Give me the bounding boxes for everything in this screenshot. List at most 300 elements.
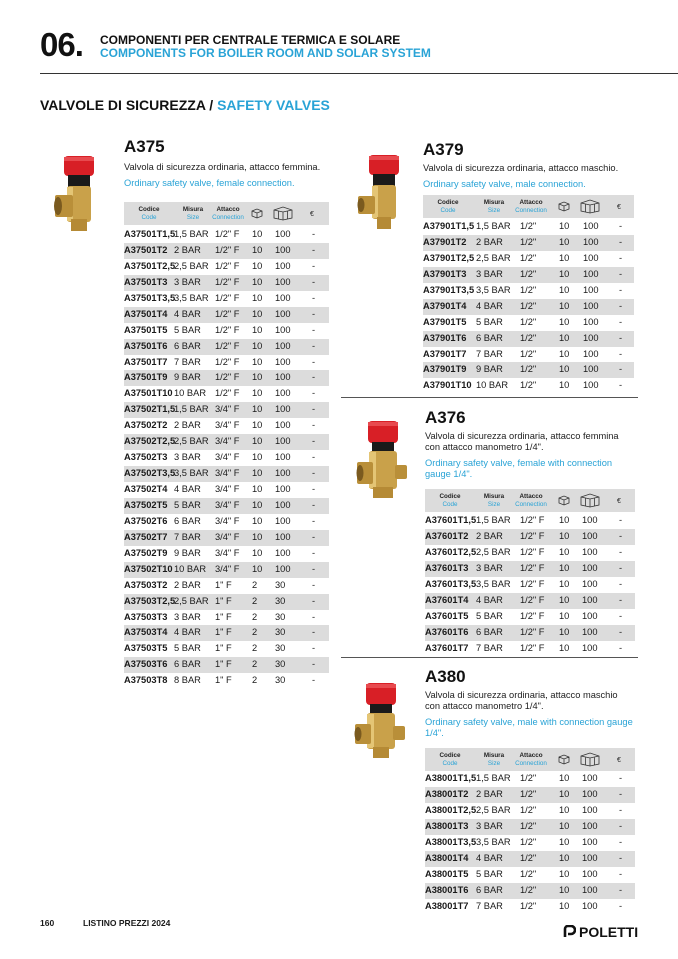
row-pack-qty: 10 <box>559 642 570 653</box>
row-code: A37901T10 <box>423 380 472 391</box>
row-size: 7 BAR <box>476 642 503 653</box>
row-code: A37601T7 <box>425 642 469 653</box>
row-box-qty: 100 <box>582 610 598 621</box>
row-connection: 1/2" F <box>520 515 545 525</box>
col-size: Misura Size <box>483 752 505 767</box>
row-connection: 1/2" <box>520 316 537 327</box>
row-pack-qty: 2 <box>252 643 258 654</box>
table-row <box>425 545 635 561</box>
row-price: - <box>619 348 623 359</box>
table-row <box>124 641 329 657</box>
table-row <box>124 275 329 291</box>
row-box-qty: 100 <box>275 404 291 415</box>
row-price: - <box>619 804 623 815</box>
row-code: A37601T1,5 <box>425 515 477 525</box>
row-price: - <box>312 595 316 606</box>
row-size: 5 BAR <box>174 324 201 335</box>
row-code: A38001T2 <box>425 788 469 799</box>
table-header <box>124 202 329 225</box>
table-body <box>124 227 329 689</box>
section-title-it: VALVOLE DI SICUREZZA / <box>40 97 214 113</box>
header-title-it: COMPONENTI PER CENTRALE TERMICA E SOLARE <box>100 33 401 47</box>
row-pack-qty: 10 <box>252 388 263 399</box>
table-row <box>423 362 634 378</box>
row-size: 2 BAR <box>174 420 201 431</box>
row-size: 2 BAR <box>476 530 503 541</box>
row-code: A37501T7 <box>124 356 168 367</box>
row-connection: 1/2" <box>520 236 537 247</box>
row-price: - <box>312 515 316 526</box>
package-icon <box>558 754 570 765</box>
row-code: A38001T7 <box>425 900 469 911</box>
row-price: - <box>312 531 316 542</box>
row-pack-qty: 10 <box>252 340 263 351</box>
row-code: A37601T2,5 <box>425 546 477 557</box>
row-connection: 3/4" F <box>215 436 240 447</box>
row-size: 3,5 BAR <box>174 468 209 479</box>
row-connection: 1/2" F <box>215 372 240 383</box>
row-box-qty: 100 <box>582 804 598 815</box>
row-box-qty: 100 <box>582 594 598 605</box>
row-code: A37901T5 <box>423 316 467 327</box>
table-row <box>425 851 635 867</box>
row-price: - <box>619 626 623 637</box>
row-box-qty: 100 <box>582 868 598 879</box>
row-price: - <box>312 388 316 399</box>
row-connection: 1/2" F <box>215 388 240 399</box>
divider <box>341 657 638 658</box>
row-pack-qty: 2 <box>252 611 258 622</box>
row-code: A37503T6 <box>124 659 168 670</box>
table-row <box>425 803 635 819</box>
row-connection: 3/4" F <box>215 531 240 542</box>
row-size: 2 BAR <box>476 236 503 247</box>
row-pack-qty: 10 <box>559 530 570 541</box>
row-code: A37502T4 <box>124 484 168 494</box>
table-body <box>425 771 635 914</box>
row-pack-qty: 10 <box>559 236 570 247</box>
row-code: A37501T1,5 <box>124 229 176 239</box>
row-price: - <box>619 252 623 263</box>
row-box-qty: 30 <box>275 675 286 686</box>
row-connection: 1/2" <box>520 284 537 295</box>
row-pack-qty: 2 <box>252 595 258 606</box>
col-code: Codice Code <box>437 199 459 214</box>
row-pack-qty: 10 <box>559 852 570 863</box>
row-price: - <box>312 468 316 479</box>
table-row <box>423 235 634 251</box>
row-pack-qty: 10 <box>252 276 263 287</box>
row-code: A38001T5 <box>425 868 469 879</box>
row-price: - <box>312 675 316 686</box>
row-price: - <box>312 308 316 319</box>
row-pack-qty: 10 <box>252 547 263 558</box>
row-code: A37503T4 <box>124 627 168 638</box>
row-size: 9 BAR <box>174 547 201 558</box>
row-pack-qty: 10 <box>252 308 263 319</box>
row-code: A37601T3 <box>425 562 469 573</box>
row-size: 10 BAR <box>476 380 509 391</box>
row-pack-qty: 10 <box>559 836 570 847</box>
row-code: A37501T3 <box>124 276 168 287</box>
brand-logo-icon <box>562 925 576 939</box>
row-size: 2 BAR <box>476 788 503 799</box>
row-code: A37901T7 <box>423 348 467 359</box>
row-connection: 1/2" <box>520 852 537 863</box>
row-code: A37502T2 <box>124 420 168 431</box>
row-box-qty: 100 <box>583 332 599 343</box>
row-price: - <box>619 316 623 327</box>
row-connection: 1/2" <box>520 836 537 847</box>
row-size: 2,5 BAR <box>476 252 511 263</box>
row-pack-qty: 10 <box>252 563 263 574</box>
row-connection: 1/2" F <box>215 324 240 335</box>
row-size: 3 BAR <box>476 562 503 573</box>
table-row <box>124 562 329 578</box>
row-code: A37502T1,5 <box>124 404 176 415</box>
row-code: A38001T6 <box>425 884 469 895</box>
table-row <box>423 331 634 347</box>
row-size: 3 BAR <box>174 452 201 463</box>
row-size: 7 BAR <box>476 348 503 359</box>
row-connection: 1/2" F <box>215 276 240 287</box>
row-connection: 1/2" F <box>520 626 545 637</box>
product-code: A379 <box>423 140 464 159</box>
row-price: - <box>619 300 623 311</box>
row-size: 7 BAR <box>174 356 201 367</box>
row-connection: 1/2" <box>520 788 537 799</box>
col-price: € <box>617 204 621 211</box>
row-price: - <box>312 627 316 638</box>
row-size: 5 BAR <box>476 610 503 621</box>
row-connection: 1/2" <box>520 348 537 359</box>
section-title <box>40 97 330 113</box>
row-code: A38001T3 <box>425 820 469 831</box>
row-size: 6 BAR <box>476 884 503 895</box>
table-row <box>124 386 329 402</box>
row-size: 6 BAR <box>476 626 503 637</box>
row-code: A37503T2 <box>124 579 168 590</box>
table-row <box>124 578 329 594</box>
package-icon <box>558 495 570 506</box>
row-pack-qty: 10 <box>252 420 263 431</box>
table-row <box>423 251 634 267</box>
row-size: 3 BAR <box>476 820 503 831</box>
row-size: 6 BAR <box>174 659 201 670</box>
row-box-qty: 100 <box>275 292 291 303</box>
table-row <box>425 899 635 915</box>
row-size: 3 BAR <box>174 611 201 622</box>
row-price: - <box>619 546 623 557</box>
row-box-qty: 100 <box>275 340 291 351</box>
row-size: 4 BAR <box>174 627 201 638</box>
table-header <box>425 748 635 771</box>
row-pack-qty: 10 <box>252 452 263 463</box>
row-price: - <box>312 260 316 271</box>
row-price: - <box>619 578 623 589</box>
row-price: - <box>312 292 316 303</box>
col-code: Codice Code <box>439 493 461 508</box>
row-size: 10 BAR <box>174 388 207 399</box>
table-row <box>425 867 635 883</box>
row-box-qty: 100 <box>582 900 598 911</box>
row-code: A37501T2,5 <box>124 260 176 271</box>
table-row <box>124 259 329 275</box>
row-box-qty: 100 <box>275 547 291 558</box>
row-code: A37503T3 <box>124 611 168 622</box>
row-price: - <box>619 332 623 343</box>
row-code: A38001T4 <box>425 852 469 863</box>
row-box-qty: 100 <box>275 420 291 431</box>
row-connection: 1/2" F <box>520 546 545 557</box>
row-box-qty: 100 <box>275 229 291 239</box>
row-pack-qty: 10 <box>252 244 263 255</box>
row-pack-qty: 10 <box>559 788 570 799</box>
row-pack-qty: 10 <box>252 404 263 415</box>
row-pack-qty: 10 <box>559 578 570 589</box>
description-it: Valvola di sicurezza ordinaria, attacco femmina. <box>124 162 321 172</box>
row-pack-qty: 10 <box>252 436 263 447</box>
table-body <box>423 219 634 394</box>
table-row <box>425 593 635 609</box>
row-size: 8 BAR <box>174 675 201 686</box>
row-size: 1,5 BAR <box>476 773 511 783</box>
row-connection: 3/4" F <box>215 404 240 415</box>
row-price: - <box>312 643 316 654</box>
row-price: - <box>619 562 623 573</box>
row-connection: 1" F <box>215 659 232 670</box>
row-price: - <box>619 221 623 231</box>
product-code: A380 <box>425 667 466 686</box>
table-row <box>124 450 329 466</box>
row-size: 4 BAR <box>476 594 503 605</box>
table-row <box>124 355 329 371</box>
table-row <box>124 466 329 482</box>
row-box-qty: 30 <box>275 627 286 638</box>
description-en: Ordinary safety valve, male connection. <box>423 179 586 189</box>
row-box-qty: 100 <box>275 276 291 287</box>
row-size: 2 BAR <box>174 579 201 590</box>
row-price: - <box>619 773 623 783</box>
table-row <box>124 625 329 641</box>
row-code: A37601T4 <box>425 594 469 605</box>
row-box-qty: 100 <box>582 884 598 895</box>
description-it: Valvola di sicurezza ordinaria, attacco maschio. <box>423 163 619 173</box>
row-connection: 1/2" <box>520 820 537 831</box>
table-row <box>124 323 329 339</box>
table-row <box>425 577 635 593</box>
row-connection: 3/4" F <box>215 420 240 431</box>
row-size: 4 BAR <box>476 300 503 311</box>
row-size: 6 BAR <box>174 340 201 351</box>
row-price: - <box>312 324 316 335</box>
table-row <box>425 641 635 657</box>
row-connection: 1/2" <box>520 268 537 279</box>
col-connection: Attacco Connection <box>515 493 547 508</box>
row-price: - <box>312 404 316 415</box>
product-code: A375 <box>124 137 165 156</box>
row-box-qty: 100 <box>582 836 598 847</box>
row-pack-qty: 10 <box>252 515 263 526</box>
box-icon <box>580 199 600 214</box>
description-en: Ordinary safety valve, female connection. <box>124 178 295 188</box>
row-box-qty: 100 <box>582 852 598 863</box>
row-size: 2,5 BAR <box>476 546 511 557</box>
row-size: 5 BAR <box>174 499 201 510</box>
description-it: Valvola di sicurezza ordinaria, attacco femmina con attacco manometro 1/4". <box>425 431 619 452</box>
row-code: A37503T5 <box>124 643 168 654</box>
row-box-qty: 30 <box>275 643 286 654</box>
row-size: 10 BAR <box>174 563 207 574</box>
row-connection: 1/2" <box>520 252 537 263</box>
row-pack-qty: 10 <box>559 610 570 621</box>
row-code: A37501T5 <box>124 324 168 335</box>
row-pack-qty: 10 <box>252 531 263 542</box>
table-row <box>425 819 635 835</box>
row-connection: 1/2" F <box>520 594 545 605</box>
row-code: A37501T3,5 <box>124 292 176 303</box>
row-connection: 1/2" F <box>215 308 240 319</box>
row-pack-qty: 10 <box>559 332 570 343</box>
table-row <box>425 561 635 577</box>
row-price: - <box>312 436 316 447</box>
table-row <box>124 418 329 434</box>
row-price: - <box>312 372 316 383</box>
row-connection: 1/2" F <box>215 260 240 271</box>
row-connection: 1" F <box>215 643 232 654</box>
row-pack-qty: 10 <box>559 316 570 327</box>
row-size: 3,5 BAR <box>174 292 209 303</box>
row-pack-qty: 10 <box>559 562 570 573</box>
row-price: - <box>619 594 623 605</box>
box-icon <box>273 206 293 221</box>
col-price: € <box>617 757 621 764</box>
row-pack-qty: 10 <box>559 348 570 359</box>
row-box-qty: 100 <box>582 546 598 557</box>
row-code: A37501T4 <box>124 308 168 319</box>
brand-name: POLETTI <box>579 924 639 940</box>
row-pack-qty: 10 <box>559 300 570 311</box>
table-row <box>423 378 634 394</box>
row-size: 2,5 BAR <box>174 595 209 606</box>
row-size: 6 BAR <box>174 515 201 526</box>
row-pack-qty: 10 <box>559 380 570 391</box>
row-connection: 1/2" F <box>215 229 240 239</box>
row-pack-qty: 10 <box>559 820 570 831</box>
row-pack-qty: 10 <box>559 804 570 815</box>
row-connection: 1/2" F <box>215 340 240 351</box>
row-code: A37501T6 <box>124 340 168 351</box>
table-row <box>425 529 635 545</box>
row-price: - <box>312 611 316 622</box>
row-price: - <box>619 868 623 879</box>
row-connection: 3/4" F <box>215 452 240 463</box>
row-connection: 3/4" F <box>215 563 240 574</box>
row-box-qty: 100 <box>583 316 599 327</box>
row-pack-qty: 10 <box>559 900 570 911</box>
row-connection: 1/2" F <box>215 244 240 255</box>
row-price: - <box>312 340 316 351</box>
col-size: Misura Size <box>182 206 204 221</box>
table-row <box>124 514 329 530</box>
row-code: A37601T6 <box>425 626 469 637</box>
row-code: A37502T2,5 <box>124 436 176 447</box>
row-box-qty: 100 <box>582 578 598 589</box>
table-row <box>425 787 635 803</box>
table-row <box>124 434 329 450</box>
table-row <box>423 347 634 363</box>
valve-male-gauge-image <box>352 680 408 760</box>
row-code: A37901T3 <box>423 268 467 279</box>
table-row <box>425 835 635 851</box>
col-code: Codice Code <box>439 752 461 767</box>
row-box-qty: 100 <box>582 530 598 541</box>
row-price: - <box>312 452 316 463</box>
row-code: A37502T5 <box>124 499 168 510</box>
row-size: 3 BAR <box>174 276 201 287</box>
table-row <box>124 402 329 418</box>
row-box-qty: 30 <box>275 611 286 622</box>
row-connection: 1/2" F <box>520 642 545 653</box>
valve-female-image <box>52 153 107 235</box>
row-connection: 1/2" <box>520 868 537 879</box>
row-code: A37501T9 <box>124 372 168 383</box>
table-row <box>423 219 634 235</box>
row-pack-qty: 10 <box>252 292 263 303</box>
table-row <box>124 594 329 610</box>
row-code: A37502T10 <box>124 563 173 574</box>
row-price: - <box>619 820 623 831</box>
row-size: 1,5 BAR <box>476 221 511 231</box>
row-box-qty: 30 <box>275 659 286 670</box>
valve-female-gauge-image <box>354 418 410 500</box>
table-row <box>124 339 329 355</box>
row-connection: 1/2" F <box>215 292 240 303</box>
row-price: - <box>312 659 316 670</box>
row-box-qty: 100 <box>583 252 599 263</box>
row-box-qty: 100 <box>583 348 599 359</box>
row-size: 3,5 BAR <box>476 836 511 847</box>
row-code: A37501T2 <box>124 244 168 255</box>
row-box-qty: 100 <box>583 221 599 231</box>
row-box-qty: 100 <box>583 268 599 279</box>
row-box-qty: 100 <box>582 642 598 653</box>
row-size: 3 BAR <box>476 268 503 279</box>
row-size: 2 BAR <box>174 244 201 255</box>
row-connection: 3/4" F <box>215 515 240 526</box>
row-connection: 3/4" F <box>215 547 240 558</box>
row-size: 5 BAR <box>174 643 201 654</box>
table-row <box>425 609 635 625</box>
row-connection: 1/2" F <box>520 530 545 541</box>
row-code: A37601T3,5 <box>425 578 477 589</box>
row-box-qty: 100 <box>582 626 598 637</box>
row-box-qty: 100 <box>582 562 598 573</box>
col-connection: Attacco Connection <box>515 199 547 214</box>
table-row <box>124 498 329 514</box>
row-code: A37601T2 <box>425 530 469 541</box>
table-row <box>124 243 329 259</box>
table-row <box>425 513 635 529</box>
row-price: - <box>312 484 316 494</box>
row-pack-qty: 10 <box>559 364 570 375</box>
row-box-qty: 100 <box>583 364 599 375</box>
row-connection: 3/4" F <box>215 468 240 479</box>
divider <box>341 397 638 398</box>
row-box-qty: 100 <box>275 531 291 542</box>
row-box-qty: 100 <box>275 452 291 463</box>
valve-male-image <box>355 152 410 232</box>
